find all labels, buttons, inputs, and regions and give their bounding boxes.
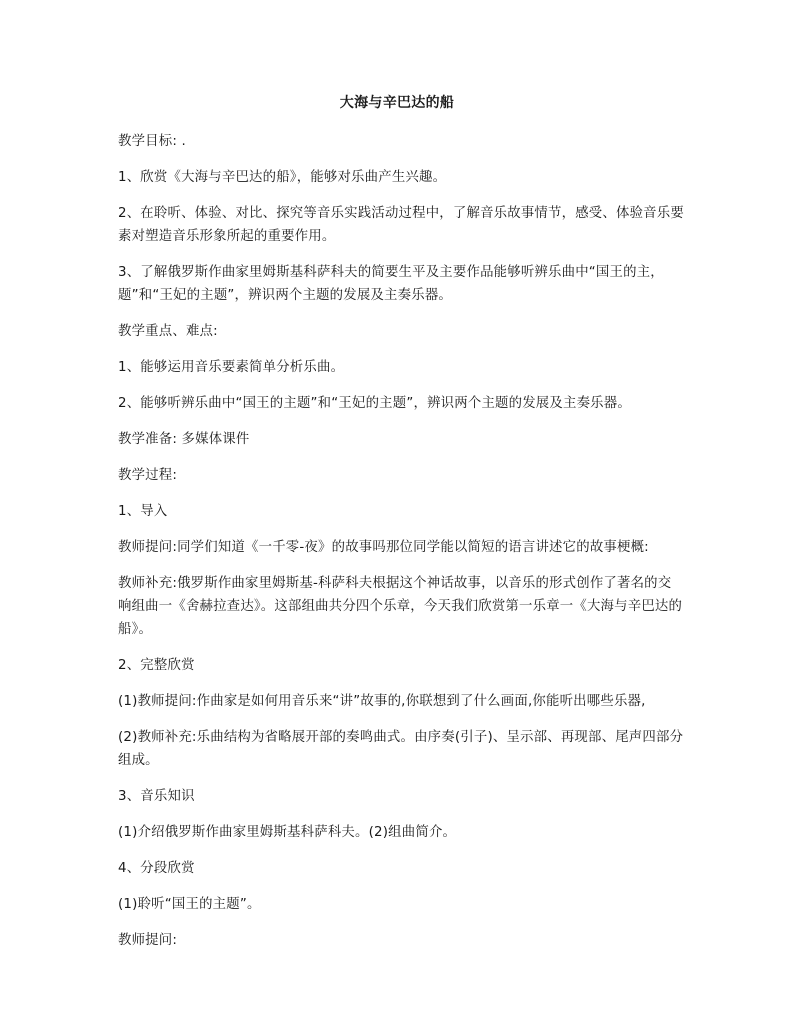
paragraph-teacher-supplement-2: (2)教师补充:乐曲结构为省略展开部的奏鸣曲式。由序奏(引子)、呈示部、再现部、尾声四部分组成。 (118, 730, 684, 768)
paragraph-objective-3: 3、了解俄罗斯作曲家里姆斯基科萨科夫的简要生平及主要作品能够听辨乐曲中“国王的主，题”和“王妃的主题”，辨识两个主题的发展及主奏乐器。 (118, 265, 664, 303)
paragraph-teacher-supplement-1: 教师补充:俄罗斯作曲家里姆斯基-科萨科夫根据这个神话故事，以音乐的形式创作了著名的交响组曲一《舍赫拉查达》。这部组曲共分四个乐章，今天我们欣赏第一乐章一《大海与辛巴达的船》。 (118, 576, 683, 637)
paragraph-teacher-question-1: 教师提问:同学们知道《一千零-夜》的故事吗那位同学能以简短的语言讲述它的故事梗概: (118, 540, 649, 555)
paragraph-process-heading: 教学过程: (118, 468, 178, 483)
paragraph-objective-1: 1、欣赏《大海与辛巴达的船》，能够对乐曲产生兴趣。 (118, 170, 447, 185)
paragraph-step-4-section-listening: 4、分段欣赏 (118, 861, 195, 876)
paragraph-step-2-full-listening: 2、完整欣赏 (118, 658, 195, 673)
paragraph-teacher-question-2: (1)教师提问:作曲家是如何用音乐来“讲”故事的,你联想到了什么画面,你能听出哪些乐器, (118, 694, 646, 709)
paragraph-preparation: 教学准备: 多媒体课件 (118, 432, 250, 447)
paragraph-teacher-question-3: 教师提问: (118, 933, 178, 948)
paragraph-composer-intro: (1)介绍俄罗斯作曲家里姆斯基科萨科夫。(2)组曲简介。 (118, 825, 457, 840)
document-body (118, 130, 684, 965)
paragraph-objective-2: 2、在聆听、体验、对比、探究等音乐实践活动过程中，了解音乐故事情节，感受、体验音乐要素对塑造音乐形象所起的重要作用。 (118, 206, 684, 244)
paragraph-king-theme: (1)聆听“国王的主题”。 (118, 897, 261, 912)
paragraph-step-1-intro: 1、导入 (118, 504, 168, 519)
paragraph-key-point-2: 2、能够听辨乐曲中“国王的主题”和“王妃的主题”，辨识两个主题的发展及主奏乐器。 (118, 396, 631, 411)
paragraph-key-point-1: 1、能够运用音乐要素简单分析乐曲。 (118, 360, 345, 375)
paragraph-step-3-music-knowledge: 3、音乐知识 (118, 789, 195, 804)
document-title: 大海与辛巴达的船 (339, 95, 455, 111)
paragraph-objectives-heading: 教学目标: . (118, 134, 186, 149)
paragraph-key-points-heading: 教学重点、难点: (118, 324, 218, 339)
